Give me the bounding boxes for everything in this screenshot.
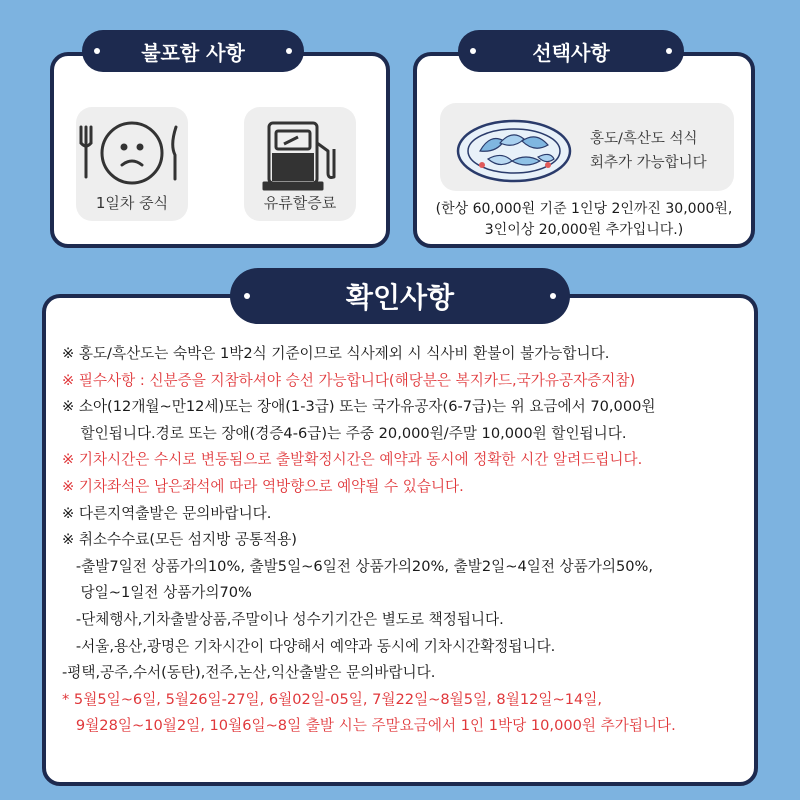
notice-lines (62, 341, 762, 740)
notice-line: ※ 취소수수료(모든 섬지방 공통적용) (62, 531, 297, 549)
excluded-title-tag (82, 30, 304, 72)
notice-line: -평택,공주,수서(동탄),전주,논산,익산출발은 문의바랍니다. (62, 664, 436, 682)
notice-line: ※ 다른지역출발은 문의바랍니다. (62, 504, 272, 522)
excluded-item-meal (76, 107, 188, 221)
notice-line: ※ 소아(12개월~만12세)또는 장애(1-3급) 또는 국가유공자(6-7급)는 위 요금에서 70,000원 (62, 398, 656, 416)
optional-tile-line-2: 회추가 가능합니다 (590, 155, 707, 171)
optional-title: 선택사항 (532, 40, 610, 65)
notice-line: 당일~1일전 상품가의70% (62, 584, 252, 602)
notice-line: 9월28일~10월2일, 10월6일~8일 출발 시는 주말요금에서 1인 1박당 10,000원 추가됩니다. (62, 717, 676, 735)
meal-icon (76, 117, 188, 197)
optional-title-tag (458, 30, 684, 72)
notice-line: -단체행사,기차출발상품,주말이나 성수기기간은 별도로 책정됩니다. (62, 610, 504, 628)
notice-title-tag (230, 268, 570, 324)
notice-title: 확인사항 (345, 281, 455, 314)
excluded-item-fuel-label: 유류할증료 (263, 194, 337, 212)
notice-line: -서울,용산,광명은 기차시간이 다양해서 예약과 동시에 기차시간확정됩니다. (62, 637, 556, 655)
optional-dinner-tile (440, 103, 734, 191)
notice-line: -출발7일전 상품가의10%, 출발5일~6일전 상품가의20%, 출발2일~4일전 상품가의50%, (62, 557, 654, 575)
optional-note-line-1: (한상 60,000원 기준 1인당 2인까진 30,000원, (435, 201, 733, 217)
fuel-pump-icon (244, 115, 356, 195)
sashimi-platter-icon (454, 107, 574, 187)
excluded-item-meal-label: 1일차 중식 (95, 194, 169, 212)
optional-tile-line-1: 홍도/흑산도 석식 (590, 131, 698, 147)
notice-line: * 5월5일~6일, 5월26일-27일, 6월02일-05일, 7월22일~8월5일, 8월12일~14일, (62, 690, 603, 708)
optional-note-line-2: 3인이상 20,000원 추가입니다.) (484, 222, 684, 238)
notice-line: ※ 기차좌석은 남은좌석에 따라 역방향으로 예약될 수 있습니다. (62, 477, 464, 495)
excluded-title: 불포함 사항 (141, 40, 245, 65)
notice-line: ※ 홍도/흑산도는 숙박은 1박2식 기준이므로 식사제외 시 식사비 환불이 불가능합니다. (62, 345, 610, 362)
notice-line: ※ 필수사항 : 신분증을 지참하셔야 승선 가능합니다(해당분은 복지카드,국가유공자증지참) (62, 371, 636, 389)
notice-line: 할인됩니다.경로 또는 장애(경증4-6급)는 주중 20,000원/주말 10,000원 할인됩니다. (62, 424, 627, 442)
notice-line: ※ 기차시간은 수시로 변동됨으로 출발확정시간은 예약과 동시에 정확한 시간 알려드립니다. (62, 451, 643, 469)
excluded-item-fuel (244, 107, 356, 221)
